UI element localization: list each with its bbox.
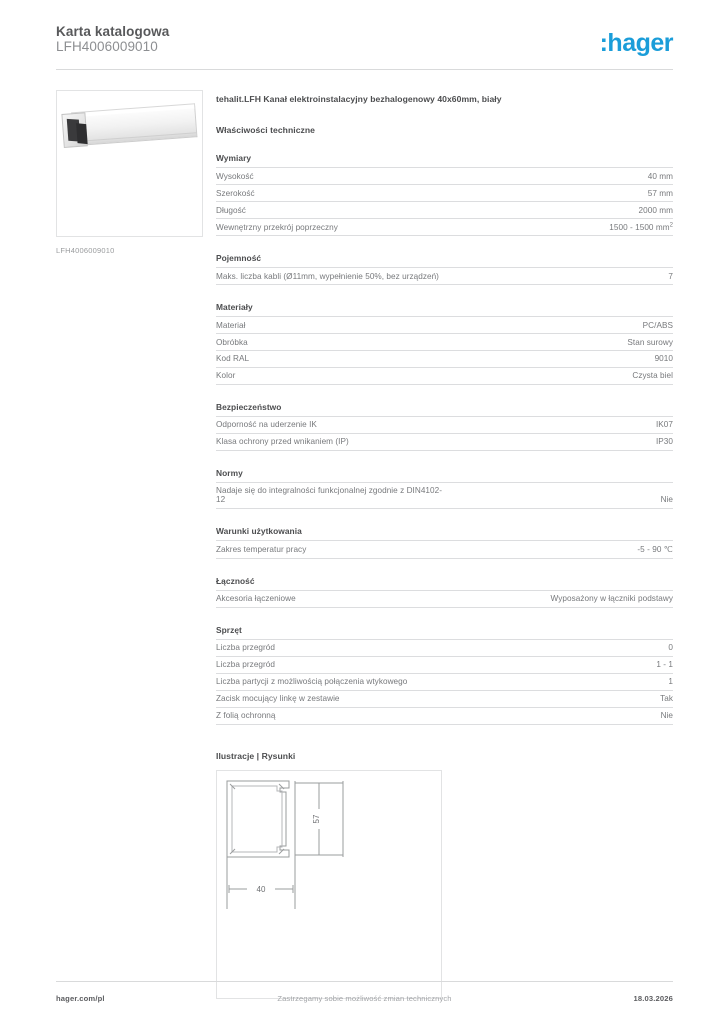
spec-label: Klasa ochrony przed wnikaniem (IP): [216, 437, 349, 447]
illustrations-heading: Ilustracje | Rysunki: [216, 750, 296, 761]
table-row: [216, 590, 673, 607]
spec-section-heading: Wymiary: [216, 153, 252, 163]
document-reference-number: LFH4006009010: [56, 39, 158, 54]
table-row: [216, 656, 673, 673]
spec-section: [216, 625, 673, 725]
table-row: [216, 540, 673, 558]
spec-label: Liczba przegród: [216, 660, 276, 670]
illustration-frame: [216, 770, 442, 999]
table-row: [216, 201, 673, 218]
technical-drawing: [217, 771, 441, 998]
spec-value: 1500 - 1500 $mm^2$: [609, 221, 673, 232]
spec-value: 7: [668, 271, 673, 281]
spec-value: IP30: [655, 437, 673, 447]
spec-table: [216, 639, 673, 725]
superscript: 2: [669, 221, 673, 228]
spec-value: PC/ABS: [642, 320, 673, 330]
spec-section: [216, 526, 673, 559]
product-photo-trunking: [61, 103, 196, 159]
drawing-width-label: 40: [256, 884, 266, 894]
spec-section: [216, 576, 673, 608]
spec-label: Liczba przegród: [216, 643, 276, 653]
spec-section-heading: Warunki użytkowania: [216, 525, 302, 536]
spec-label: Wysokość: [216, 171, 254, 181]
spec-section-heading: Normy: [216, 467, 243, 478]
spec-section: [216, 468, 673, 509]
spec-label: Z folią ochronną: [216, 711, 276, 721]
table-row: [216, 433, 673, 450]
table-row: [216, 350, 673, 367]
spec-label: Obróbka: [216, 337, 248, 347]
spec-table: [216, 167, 673, 236]
product-figure: [56, 90, 203, 255]
spec-table: [216, 416, 673, 451]
table-row: [216, 690, 673, 707]
spec-section: [216, 253, 673, 285]
table-row: [216, 639, 673, 656]
trunking-cavity-inner: [76, 123, 88, 144]
spec-section-heading: Materiały: [216, 301, 253, 312]
spec-value: IK07: [655, 420, 673, 430]
header-divider: [56, 69, 673, 70]
table-row: [216, 218, 673, 235]
spec-label: Kolor: [216, 371, 236, 381]
spec-value: Nie: [660, 495, 673, 505]
spec-section-heading: Łączność: [216, 575, 255, 586]
spec-section: [216, 153, 673, 236]
spec-value: Nie: [660, 711, 673, 721]
spec-label: Zacisk mocujący linkę w zestawie: [216, 694, 340, 704]
spec-value: Wyposażony w łączniki podstawy: [550, 594, 673, 604]
spec-label: Maks. liczba kabli (Ø11mm, wypełnienie 50%, bez urządzeń): [216, 271, 439, 281]
hager-logo: :hager: [599, 29, 673, 57]
table-row: [216, 333, 673, 350]
spec-table: [216, 590, 673, 608]
spec-value: 2000 mm: [638, 205, 673, 215]
table-row: [216, 168, 673, 185]
spec-label: Akcesoria łączeniowe: [216, 594, 296, 604]
page-footer: [56, 994, 673, 1008]
spec-value: -5 - 90 ℃: [637, 545, 673, 555]
spec-label: Materiał: [216, 320, 246, 330]
spec-value: 9010: [654, 354, 673, 364]
spec-label: Nadaje się do integralności funkcjonalnej zgodnie z DIN4102-12: [216, 486, 443, 505]
product-image-frame: [56, 90, 203, 237]
spec-label: Zakres temperatur pracy: [216, 545, 307, 555]
spec-value: 0: [668, 643, 673, 653]
spec-value: 57 mm: [647, 188, 673, 198]
spec-table: [216, 267, 673, 285]
spec-section: [216, 302, 673, 385]
footer-website-link[interactable]: hager.com/pl: [56, 994, 105, 1003]
spec-label: Odporność na uderzenie IK: [216, 420, 317, 430]
table-row: [216, 482, 673, 508]
table-row: [216, 367, 673, 384]
footer-date: 18.03.2026: [633, 994, 673, 1003]
footer-divider: [56, 981, 673, 982]
spec-label: Szerokość: [216, 188, 255, 198]
spec-sections: [216, 153, 673, 725]
spec-value: 1: [668, 677, 673, 687]
footer-disclaimer: Zastrzegamy sobie możliwość zmian technicznych: [277, 994, 452, 1003]
drawing-height-label: 57: [312, 814, 321, 824]
table-row: [216, 267, 673, 284]
table-row: [216, 707, 673, 724]
spec-section-heading: Pojemność: [216, 252, 262, 263]
spec-section-heading: Sprzęt: [216, 624, 242, 635]
product-title: tehalit.LFH Kanał elektroinstalacyjny bezhalogenowy 40x60mm, biały: [216, 94, 502, 104]
technical-properties-title: Właściwości techniczne: [216, 125, 316, 135]
spec-value: 1 - 1: [656, 660, 673, 670]
document-type-title: Karta katalogowa: [56, 24, 170, 39]
spec-label: Wewnętrzny przekrój poprzeczny: [216, 222, 338, 232]
spec-value: Tak: [660, 694, 673, 704]
table-row: [216, 316, 673, 333]
table-row: [216, 673, 673, 690]
spec-section-heading: Bezpieczeństwo: [216, 401, 282, 412]
spec-table: [216, 482, 673, 509]
spec-content: [216, 93, 673, 999]
spec-table: [216, 540, 673, 559]
spec-table: [216, 316, 673, 385]
spec-label: Liczba partycji z możliwością połączenia wtykowego: [216, 677, 408, 687]
table-row: [216, 184, 673, 201]
product-image-caption: LFH4006009010: [56, 246, 115, 255]
spec-section: [216, 402, 673, 451]
page-header: [56, 24, 673, 64]
spec-label: Kod RAL: [216, 354, 250, 364]
spec-value: Czysta biel: [632, 371, 673, 381]
spec-value: 40 mm: [647, 171, 673, 181]
spec-label: Długość: [216, 205, 246, 215]
table-row: [216, 416, 673, 433]
spec-value: Stan surowy: [627, 337, 673, 347]
